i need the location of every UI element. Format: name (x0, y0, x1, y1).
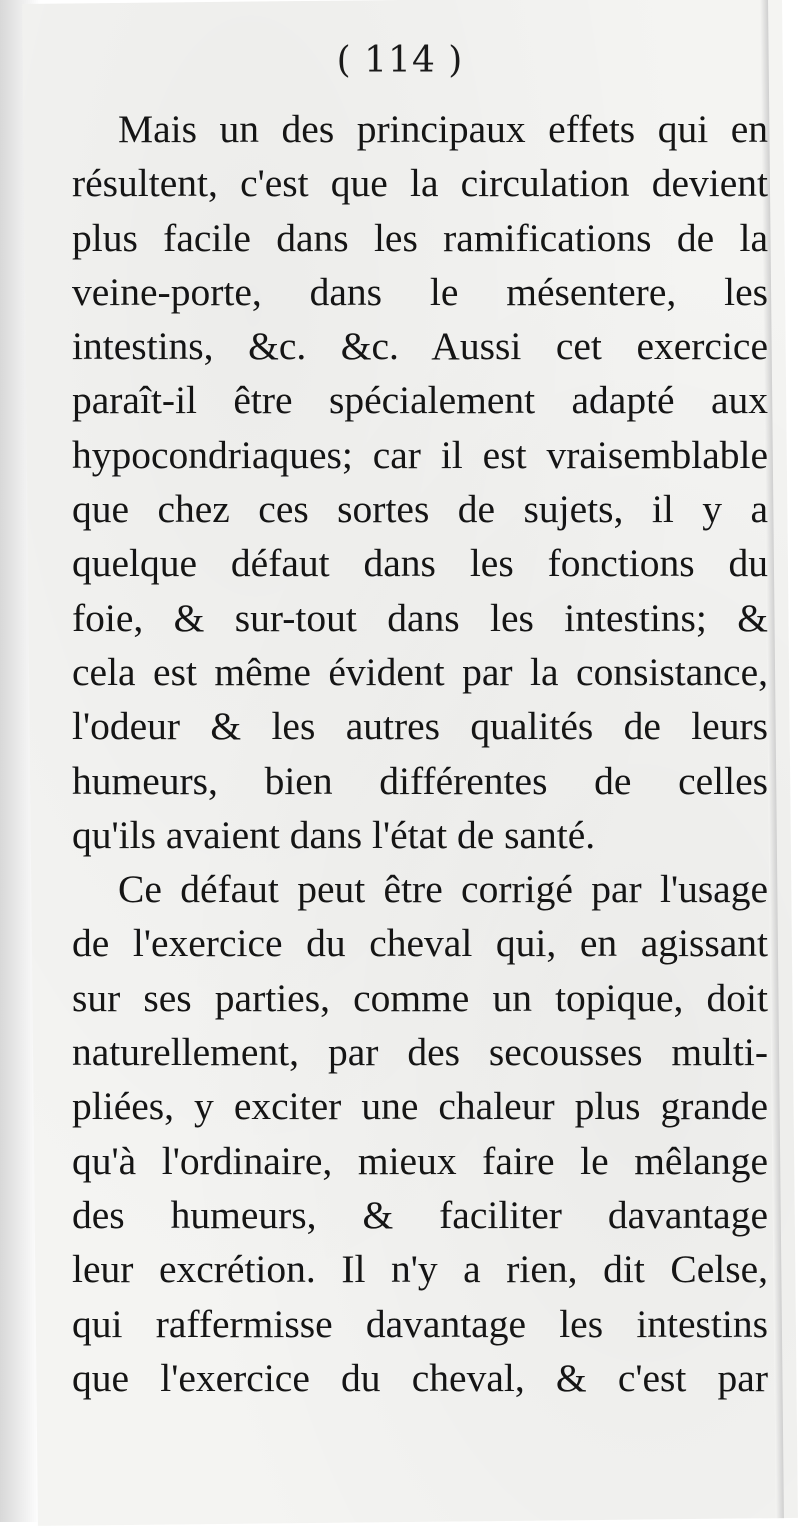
text-line: plus facile dans les ramifications de la (72, 215, 768, 260)
text-line: de l'exercice du cheval qui, en agissant (72, 921, 768, 966)
text-line: hypocondriaques; car il est vraisemblable (72, 432, 768, 477)
text-line: qu'ils avaient dans l'état de santé. (72, 812, 596, 857)
paragraph-2 (72, 862, 768, 1405)
text-line: quelque défaut dans les fonctions du (72, 541, 768, 586)
text-line: humeurs, bien différentes de celles (72, 758, 768, 803)
text-line: pliées, y exciter une chaleur plus grande (72, 1084, 768, 1129)
text-line: résultent, c'est que la circulation devient (72, 161, 768, 206)
text-line: que chez ces sortes de sujets, il y a (72, 487, 768, 532)
text-line: qu'à l'ordinaire, mieux faire le mêlange (72, 1138, 768, 1183)
text-line: que l'exercice du cheval, & c'est par (72, 1355, 768, 1400)
text-line: foie, & sur-tout dans les intestins; & (72, 595, 768, 640)
text-line: paraît-il être spécialement adapté aux (72, 378, 768, 423)
text-line: veine-porte, dans le mésentere, les (72, 269, 768, 314)
text-line: sur ses parties, comme un topique, doit (72, 975, 768, 1020)
text-line: des humeurs, & faciliter davantage (72, 1192, 768, 1237)
text-line: qui raffermisse davantage les intestins (72, 1301, 768, 1346)
text-line: Ce défaut peut être corrigé par l'usage (118, 867, 768, 912)
page-body (72, 102, 768, 1405)
text-line: cela est même évident par la consistance, (72, 649, 768, 694)
text-line: leur excrétion. Il n'y a rien, dit Celse, (72, 1247, 768, 1292)
text-line: l'odeur & les autres qualités de leurs (72, 704, 768, 749)
text-line: Mais un des principaux effets qui en (118, 107, 768, 151)
page-number: ( 114 ) (336, 40, 464, 81)
text-line: intestins, &c. &c. Aussi cet exercice (72, 324, 768, 369)
paragraph-1 (72, 102, 768, 862)
text-line: naturellement, par des secousses multi- (72, 1030, 768, 1075)
